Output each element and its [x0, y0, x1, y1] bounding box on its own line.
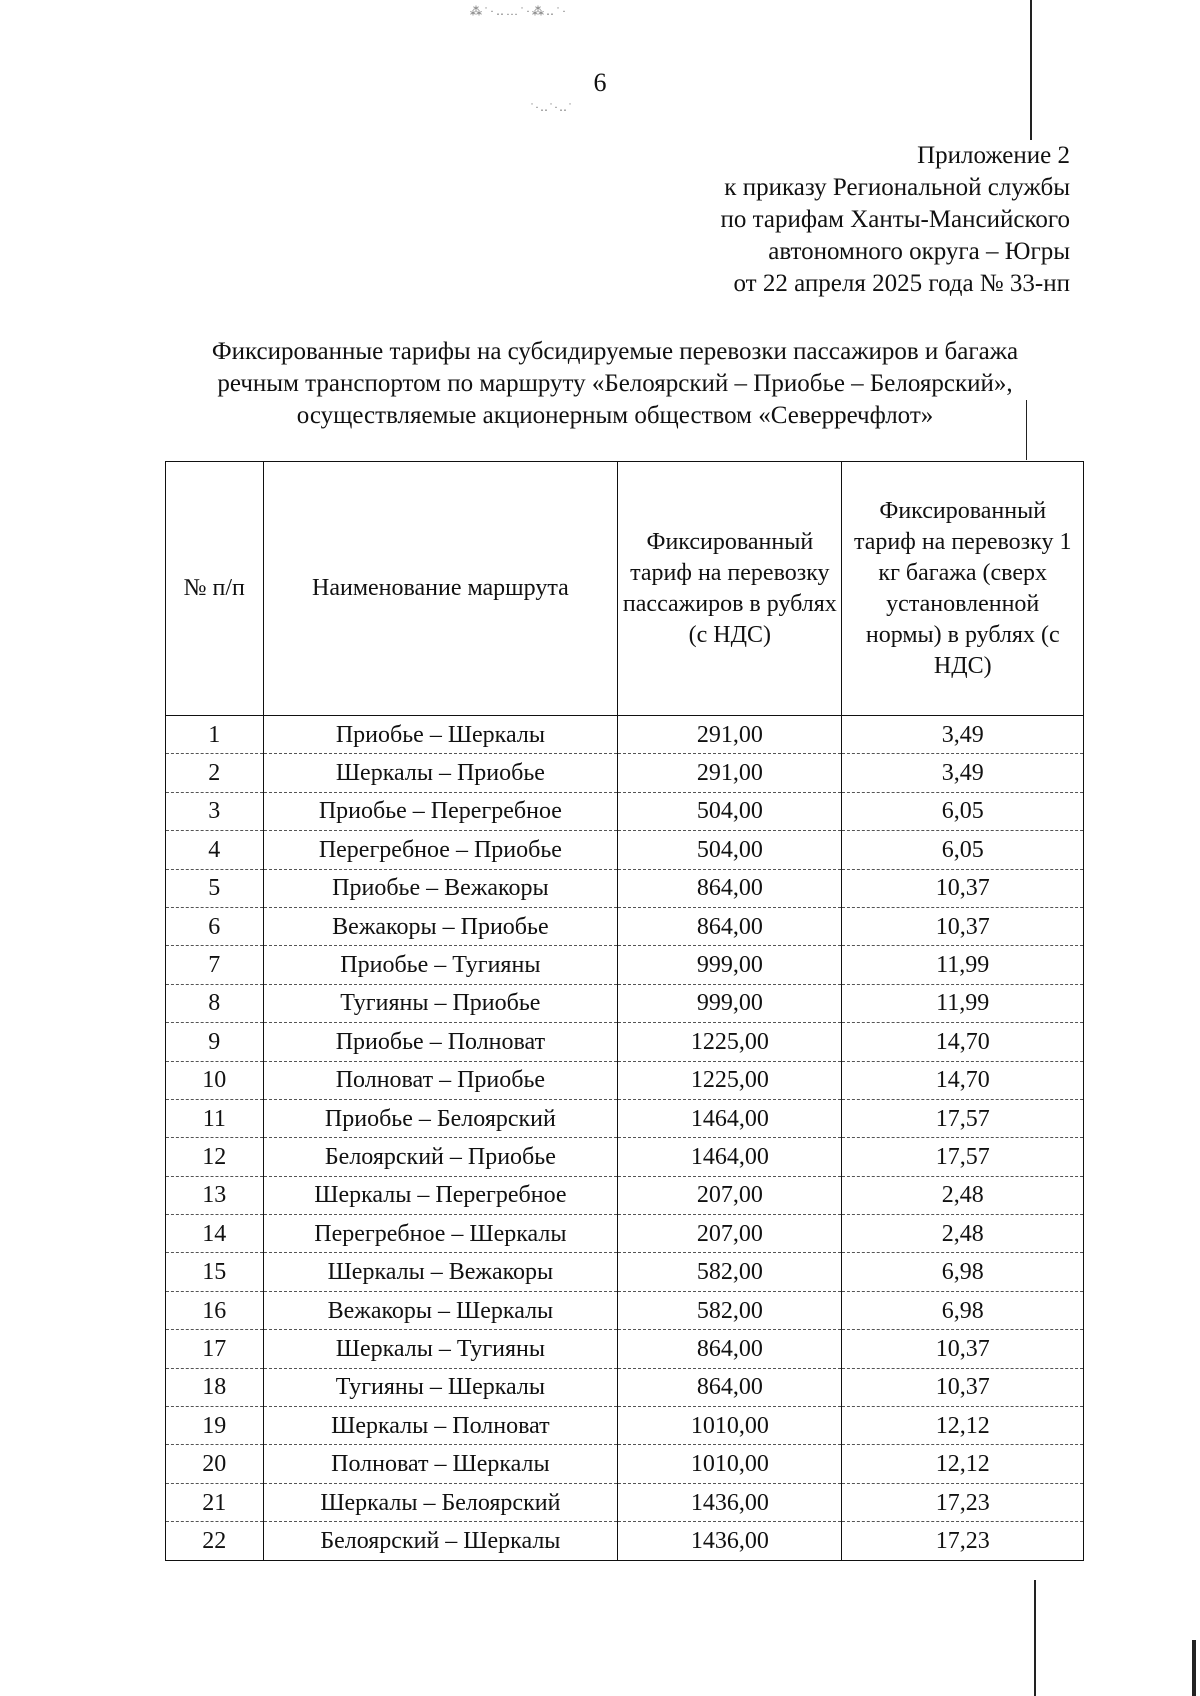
passenger-tariff-cell: 1436,00	[618, 1522, 842, 1560]
passenger-tariff-cell: 504,00	[618, 831, 842, 869]
passenger-tariff-cell: 1464,00	[618, 1138, 842, 1176]
appendix-line: от 22 апреля 2025 года № 33-нп	[733, 270, 1070, 297]
table-row	[166, 831, 1084, 869]
route-name-cell: Приобье – Тугияны	[263, 946, 618, 984]
row-number-cell: 17	[166, 1330, 264, 1368]
route-name-cell: Полноват – Шеркалы	[263, 1445, 618, 1483]
baggage-tariff-cell: 17,57	[842, 1099, 1084, 1137]
table-row	[166, 1099, 1084, 1137]
route-name-cell: Шеркалы – Белоярский	[263, 1483, 618, 1521]
appendix-line: по тарифам Ханты-Мансийского	[720, 206, 1070, 233]
baggage-tariff-cell: 14,70	[842, 1023, 1084, 1061]
appendix-line: Приложение 2	[917, 142, 1070, 169]
route-name-cell: Приобье – Шеркалы	[263, 716, 618, 754]
table-body	[166, 716, 1084, 1561]
row-number-cell: 5	[166, 869, 264, 907]
passenger-tariff-cell: 864,00	[618, 907, 842, 945]
passenger-tariff-cell: 1464,00	[618, 1099, 842, 1137]
row-number-cell: 11	[166, 1099, 264, 1137]
row-number-cell: 16	[166, 1291, 264, 1329]
row-number-cell: 10	[166, 1061, 264, 1099]
row-number-cell: 8	[166, 984, 264, 1022]
table-row	[166, 1368, 1084, 1406]
route-name-cell: Шеркалы – Тугияны	[263, 1330, 618, 1368]
row-number-cell: 19	[166, 1407, 264, 1445]
appendix-note	[721, 140, 1070, 300]
baggage-tariff-cell: 2,48	[842, 1176, 1084, 1214]
table-row	[166, 1522, 1084, 1560]
baggage-tariff-cell: 17,23	[842, 1522, 1084, 1560]
route-name-cell: Шеркалы – Полноват	[263, 1407, 618, 1445]
table-row	[166, 1253, 1084, 1291]
scan-artifact-line	[1034, 1580, 1036, 1696]
appendix-line: автономного округа – Югры	[768, 238, 1070, 265]
scan-artifact-line	[1192, 1640, 1196, 1696]
table-row	[166, 869, 1084, 907]
row-number-cell: 18	[166, 1368, 264, 1406]
table-header-row	[166, 462, 1084, 716]
passenger-tariff-cell: 1010,00	[618, 1445, 842, 1483]
row-number-cell: 12	[166, 1138, 264, 1176]
table-row	[166, 1215, 1084, 1253]
baggage-tariff-cell: 11,99	[842, 946, 1084, 984]
table-row	[166, 1483, 1084, 1521]
passenger-tariff-cell: 1225,00	[618, 1023, 842, 1061]
route-name-cell: Приобье – Перегребное	[263, 792, 618, 830]
row-number-cell: 14	[166, 1215, 264, 1253]
table-row	[166, 946, 1084, 984]
route-name-cell: Тугияны – Шеркалы	[263, 1368, 618, 1406]
passenger-tariff-cell: 291,00	[618, 754, 842, 792]
passenger-tariff-cell: 207,00	[618, 1176, 842, 1214]
baggage-tariff-cell: 12,12	[842, 1445, 1084, 1483]
table-row	[166, 792, 1084, 830]
route-name-cell: Шеркалы – Приобье	[263, 754, 618, 792]
table-row	[166, 1291, 1084, 1329]
row-number-cell: 4	[166, 831, 264, 869]
row-number-cell: 2	[166, 754, 264, 792]
row-number-cell: 22	[166, 1522, 264, 1560]
baggage-tariff-cell: 6,98	[842, 1291, 1084, 1329]
route-name-cell: Приобье – Вежакоры	[263, 869, 618, 907]
passenger-tariff-cell: 1436,00	[618, 1483, 842, 1521]
baggage-tariff-cell: 17,23	[842, 1483, 1084, 1521]
route-name-cell: Перегребное – Шеркалы	[263, 1215, 618, 1253]
scan-artifact-specks: ˙·‥˙·‥˙	[530, 100, 573, 114]
appendix-line: к приказу Региональной службы	[724, 174, 1070, 201]
table-row	[166, 1023, 1084, 1061]
route-name-cell: Приобье – Белоярский	[263, 1099, 618, 1137]
row-number-cell: 6	[166, 907, 264, 945]
table-row	[166, 1176, 1084, 1214]
route-name-cell: Тугияны – Приобье	[263, 984, 618, 1022]
title-line: осуществляемые акционерным обществом «Северречфлот»	[296, 402, 934, 429]
header-route: Наименование маршрута	[263, 462, 618, 716]
title-line: речным транспортом по маршруту «Белоярский – Приобье – Белоярский»,	[217, 370, 1013, 397]
route-name-cell: Вежакоры – Шеркалы	[263, 1291, 618, 1329]
passenger-tariff-cell: 1225,00	[618, 1061, 842, 1099]
passenger-tariff-cell: 864,00	[618, 1368, 842, 1406]
row-number-cell: 21	[166, 1483, 264, 1521]
tariff-table	[165, 461, 1084, 1561]
baggage-tariff-cell: 3,49	[842, 716, 1084, 754]
baggage-tariff-cell: 6,05	[842, 792, 1084, 830]
route-name-cell: Шеркалы – Перегребное	[263, 1176, 618, 1214]
baggage-tariff-cell: 10,37	[842, 1368, 1084, 1406]
passenger-tariff-cell: 504,00	[618, 792, 842, 830]
baggage-tariff-cell: 6,05	[842, 831, 1084, 869]
row-number-cell: 7	[166, 946, 264, 984]
route-name-cell: Шеркалы – Вежакоры	[263, 1253, 618, 1291]
row-number-cell: 9	[166, 1023, 264, 1061]
table-row	[166, 1330, 1084, 1368]
table-row	[166, 1061, 1084, 1099]
row-number-cell: 15	[166, 1253, 264, 1291]
table-row	[166, 984, 1084, 1022]
baggage-tariff-cell: 12,12	[842, 1407, 1084, 1445]
table-row	[166, 907, 1084, 945]
table-row	[166, 1445, 1084, 1483]
baggage-tariff-cell: 10,37	[842, 907, 1084, 945]
table-row	[166, 754, 1084, 792]
row-number-cell: 3	[166, 792, 264, 830]
passenger-tariff-cell: 864,00	[618, 869, 842, 907]
passenger-tariff-cell: 291,00	[618, 716, 842, 754]
table-row	[166, 716, 1084, 754]
baggage-tariff-cell: 17,57	[842, 1138, 1084, 1176]
route-name-cell: Белоярский – Шеркалы	[263, 1522, 618, 1560]
document-title	[140, 336, 1090, 432]
passenger-tariff-cell: 864,00	[618, 1330, 842, 1368]
route-name-cell: Белоярский – Приобье	[263, 1138, 618, 1176]
passenger-tariff-cell: 582,00	[618, 1253, 842, 1291]
route-name-cell: Приобье – Полноват	[263, 1023, 618, 1061]
baggage-tariff-cell: 10,37	[842, 869, 1084, 907]
title-line: Фиксированные тарифы на субсидируемые перевозки пассажиров и багажа	[211, 338, 1019, 365]
header-passenger-tariff: Фиксированный тариф на перевозку пассажиров в рублях (с НДС)	[618, 462, 842, 716]
header-baggage-tariff: Фиксированный тариф на перевозку 1 кг багажа (сверх установленной нормы) в рублях (с НДС)	[842, 462, 1084, 716]
baggage-tariff-cell: 11,99	[842, 984, 1084, 1022]
row-number-cell: 1	[166, 716, 264, 754]
passenger-tariff-cell: 999,00	[618, 946, 842, 984]
page-number: 6	[593, 68, 607, 97]
baggage-tariff-cell: 6,98	[842, 1253, 1084, 1291]
passenger-tariff-cell: 1010,00	[618, 1407, 842, 1445]
table-row	[166, 1407, 1084, 1445]
header-num: № п/п	[166, 462, 264, 716]
scan-artifact-specks: ⁂˙·‥…˙·⁂‥˙·	[470, 4, 568, 18]
baggage-tariff-cell: 10,37	[842, 1330, 1084, 1368]
row-number-cell: 20	[166, 1445, 264, 1483]
baggage-tariff-cell: 3,49	[842, 754, 1084, 792]
baggage-tariff-cell: 14,70	[842, 1061, 1084, 1099]
passenger-tariff-cell: 207,00	[618, 1215, 842, 1253]
passenger-tariff-cell: 999,00	[618, 984, 842, 1022]
route-name-cell: Вежакоры – Приобье	[263, 907, 618, 945]
route-name-cell: Перегребное – Приобье	[263, 831, 618, 869]
table-row	[166, 1138, 1084, 1176]
row-number-cell: 13	[166, 1176, 264, 1214]
route-name-cell: Полноват – Приобье	[263, 1061, 618, 1099]
baggage-tariff-cell: 2,48	[842, 1215, 1084, 1253]
passenger-tariff-cell: 582,00	[618, 1291, 842, 1329]
